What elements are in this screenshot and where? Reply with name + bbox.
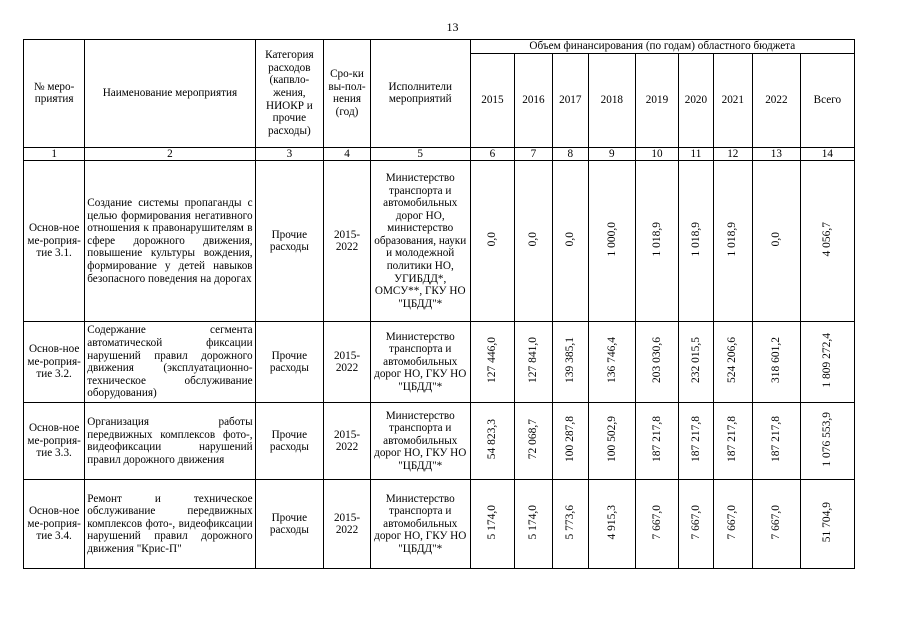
- executors: Министерство транспорта и автомобильных дорог НО, ГКУ НО "ЦБДД"*: [370, 480, 470, 569]
- column-index: 2: [85, 147, 255, 161]
- funding-value: 72 068,7: [527, 419, 540, 460]
- column-index: 10: [635, 147, 679, 161]
- executors: Министерство транспорта и автомобильных дорог НО, ГКУ НО "ЦБДД"*: [370, 322, 470, 403]
- header-num: № меро-приятия: [24, 40, 85, 148]
- header-executors: Исполнители мероприятий: [370, 40, 470, 148]
- executors: Министерство транспорта и автомобильных дорог НО, министерство образования, науки и молодежной политики НО, УГИБДД*, ОМСУ**, ГКУ НО "ЦБДД"*: [370, 161, 470, 322]
- funding-value: 5 773,6: [563, 505, 576, 540]
- table-row: [24, 322, 855, 403]
- header-total: Всего: [800, 53, 854, 147]
- activity-name: Содержание сегмента автоматической фиксации нарушений правил дорожного движения (эксплуатационно-техническое обслуживание оборудования): [85, 322, 255, 403]
- table-row: [24, 403, 855, 480]
- funding-value: 139 385,1: [563, 337, 576, 384]
- funding-value: 7 667,0: [770, 505, 783, 540]
- funding-value: 1 018,9: [650, 222, 663, 257]
- expense-category: Прочие расходы: [255, 403, 324, 480]
- activity-name: Ремонт и техническое обслуживание передвижных комплексов фото-, видеофиксации нарушений правил дорожного движения "Крис-П": [85, 480, 255, 569]
- column-index: 11: [679, 147, 713, 161]
- funding-value: 100 502,9: [605, 416, 618, 463]
- header-terms: Сро-ки вы-пол-нения (год): [324, 40, 371, 148]
- activity-number: Основ-ное ме-роприя-тие 3.2.: [24, 322, 85, 403]
- funding-value: 7 667,0: [726, 505, 739, 540]
- funding-value: 5 174,0: [486, 505, 499, 540]
- funding-value: 187 217,8: [770, 416, 783, 463]
- funding-total: 4 056,7: [821, 222, 834, 257]
- funding-value: 7 667,0: [689, 505, 702, 540]
- funding-value: 187 217,8: [689, 416, 702, 463]
- funding-total: 1 809 272,4: [821, 333, 834, 388]
- column-index: 7: [515, 147, 552, 161]
- expense-category: Прочие расходы: [255, 322, 324, 403]
- activity-number: Основ-ное ме-роприя-тие 3.1.: [24, 161, 85, 322]
- funding-value: 0,0: [563, 232, 576, 247]
- execution-terms: 2015-2022: [324, 403, 371, 480]
- funding-total: 51 704,9: [821, 502, 834, 543]
- expense-category: Прочие расходы: [255, 480, 324, 569]
- execution-terms: 2015-2022: [324, 480, 371, 569]
- page-number: 13: [446, 20, 459, 34]
- funding-value: 203 030,6: [650, 337, 663, 384]
- funding-value: 127 446,0: [486, 337, 499, 384]
- header-name: Наименование мероприятия: [85, 40, 255, 148]
- funding-value: 1 018,9: [689, 222, 702, 257]
- funding-value: 54 823,3: [486, 419, 499, 460]
- funding-value: 5 174,0: [527, 505, 540, 540]
- activity-number: Основ-ное ме-роприя-тие 3.4.: [24, 480, 85, 569]
- header-year: 2019: [635, 53, 679, 147]
- column-index: 8: [552, 147, 588, 161]
- funding-value: 100 287,8: [563, 416, 576, 463]
- execution-terms: 2015-2022: [324, 161, 371, 322]
- activity-name: Создание системы пропаганды с целью формирования негативного отношения к правонарушителям в сфере дорожного движения, повышение культуры вождения, формирование у детей навыков безопасного поведения на дорогах: [85, 161, 255, 322]
- funding-value: 318 601,2: [770, 337, 783, 384]
- funding-value: 187 217,8: [726, 416, 739, 463]
- header-year: 2015: [470, 53, 515, 147]
- column-index: 13: [753, 147, 801, 161]
- table-row: [24, 161, 855, 322]
- funding-value: 187 217,8: [650, 416, 663, 463]
- funding-total: 1 076 553,9: [821, 412, 834, 467]
- column-index: 6: [470, 147, 515, 161]
- funding-value: 0,0: [527, 232, 540, 247]
- funding-value: 0,0: [486, 232, 499, 247]
- funding-value: 1 000,0: [605, 222, 618, 257]
- activity-name: Организация работы передвижных комплексов фото-, видеофиксации нарушений правил дорожного движения: [85, 403, 255, 480]
- column-index: 1: [24, 147, 85, 161]
- funding-value: 127 841,0: [527, 337, 540, 384]
- header-funding: Объем финансирования (по годам) областного бюджета: [470, 40, 854, 54]
- funding-value: 4 915,3: [605, 505, 618, 540]
- expense-category: Прочие расходы: [255, 161, 324, 322]
- column-index: 4: [324, 147, 371, 161]
- execution-terms: 2015-2022: [324, 322, 371, 403]
- funding-value: 1 018,9: [726, 222, 739, 257]
- funding-value: 0,0: [770, 232, 783, 247]
- header-category: Категория расходов (капвло-жения, НИОКР и прочие расходы): [255, 40, 324, 148]
- column-index: 9: [588, 147, 635, 161]
- table-row: [24, 480, 855, 569]
- activity-number: Основ-ное ме-роприя-тие 3.3.: [24, 403, 85, 480]
- column-index: 12: [713, 147, 752, 161]
- column-index: 14: [800, 147, 854, 161]
- header-year: 2021: [713, 53, 752, 147]
- funding-value: 524 206,6: [726, 337, 739, 384]
- header-year: 2022: [753, 53, 801, 147]
- column-index: 5: [370, 147, 470, 161]
- header-year: 2016: [515, 53, 552, 147]
- header-year: 2018: [588, 53, 635, 147]
- funding-value: 232 015,5: [689, 337, 702, 384]
- funding-table: [23, 39, 855, 569]
- header-year: 2017: [552, 53, 588, 147]
- column-index: 3: [255, 147, 324, 161]
- header-year: 2020: [679, 53, 713, 147]
- executors: Министерство транспорта и автомобильных дорог НО, ГКУ НО "ЦБДД"*: [370, 403, 470, 480]
- funding-value: 136 746,4: [605, 337, 618, 384]
- funding-value: 7 667,0: [650, 505, 663, 540]
